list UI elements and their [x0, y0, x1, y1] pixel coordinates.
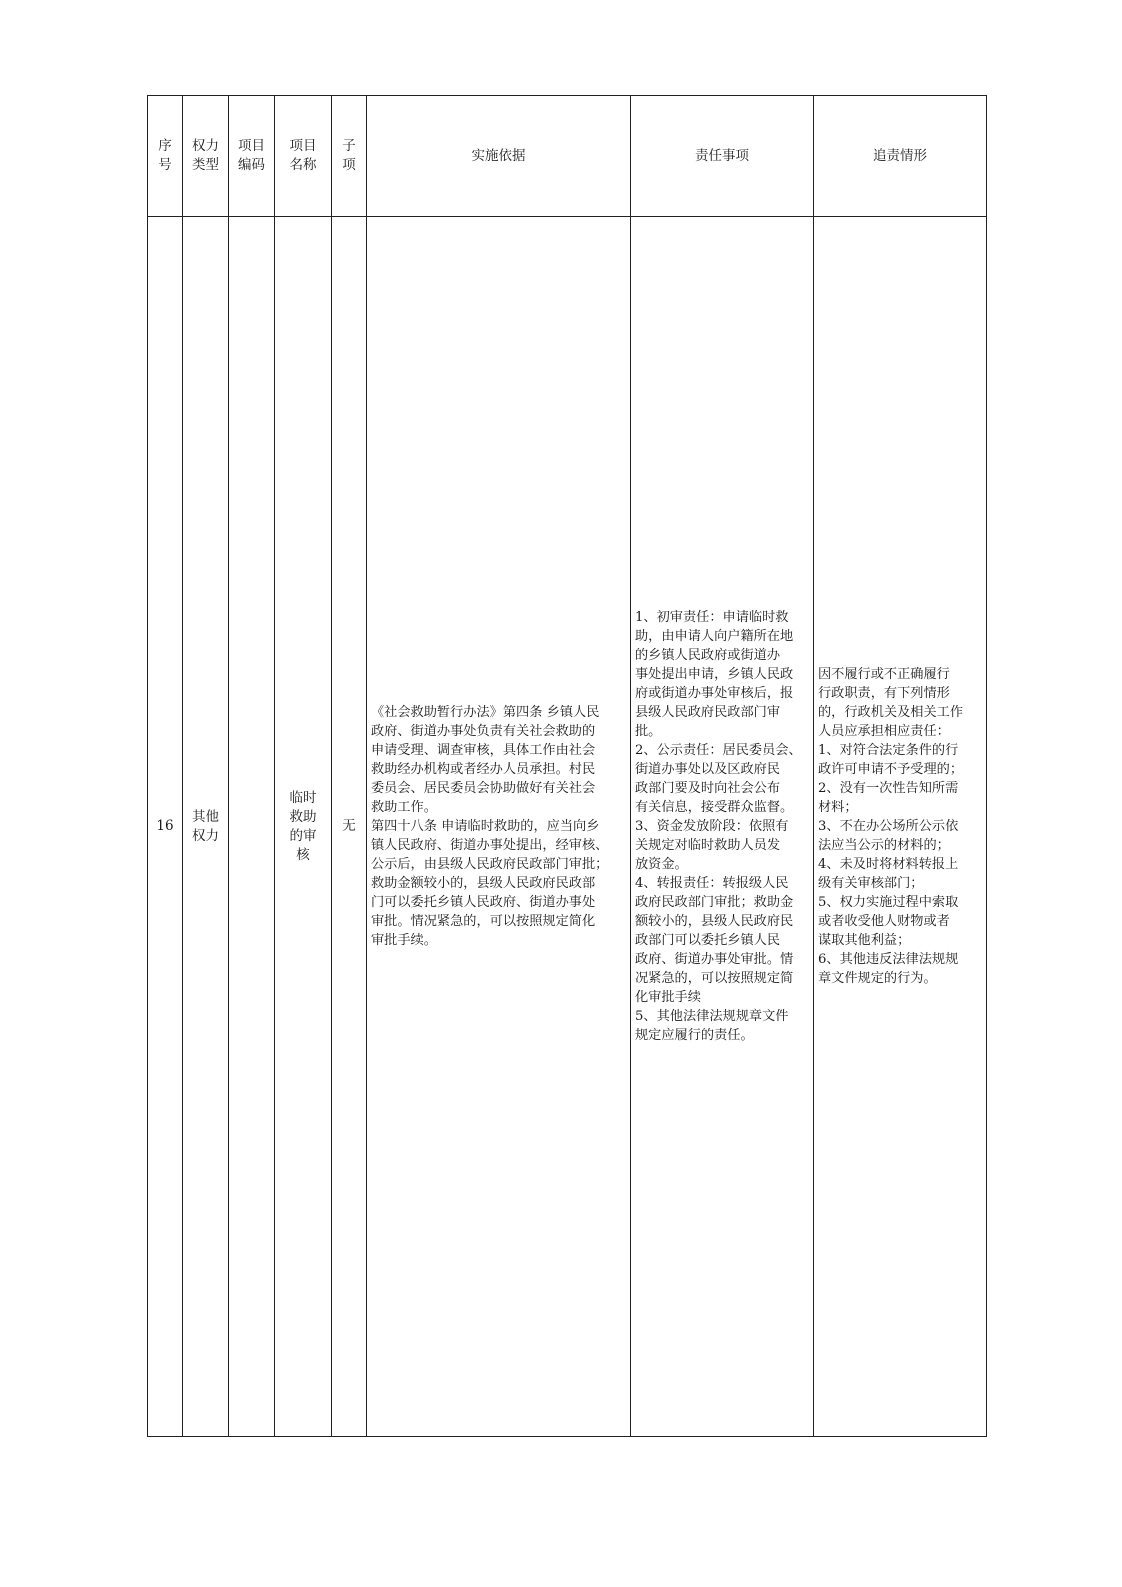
table-row [148, 217, 987, 1437]
header-item-name [275, 96, 332, 217]
cell-responsibility [631, 217, 814, 1437]
header-sub-item [332, 96, 367, 217]
header-item-code [229, 96, 275, 217]
header-seq-label: 序 号 [158, 138, 172, 173]
header-power-type [183, 96, 229, 217]
header-item-name-label: 项目 名称 [289, 138, 317, 173]
header-seq [148, 96, 183, 217]
cell-seq: 16 [148, 217, 183, 1437]
cell-power-type-text: 其他 权力 [192, 808, 219, 844]
cell-item-name-text: 临时 救助 的审 核 [289, 789, 317, 863]
cell-sub-item: 无 [332, 217, 367, 1437]
basis-text: 《社会救助暂行办法》第四条 乡镇人民 政府、街道办事处负责有关社会救助的 申请受理、调查审核，具体工作由社会 救助经办机构或者经办人员承担。村民 委员会、居民委员会协助做好有关社会 救助工作。 第四十八条 申请临时救助的，应当向乡 镇人民政府、街道办事处提出，经审核、 公示后，由县级人民政府民政部门审批； 救助金额较小的，县级人民政府民政部 门可以委托乡镇人民政府、街道办事处 审批。情况紧急的，可以按照规定简化 审批手续。 [371, 705, 609, 948]
header-basis: 实施依据 [367, 96, 631, 217]
table-header-row [148, 96, 987, 217]
accountability-text: 因不履行或不正确履行 行政职责，有下列情形 的，行政机关及相关工作 人员应承担相应责任： 1、对符合法定条件的行 政许可申请不予受理的； 2、没有一次性告知所需 材料； 3、不在办公场所公示依 法应当公示的材料的； 4、未及时将材料转报上 级有关审核部门； 5、权力实施过程中索取 或者收受他人财物或者 谋取其他利益； 6、其他违反法律法规规 章文件规定的行为。 [818, 667, 964, 986]
header-responsibility: 责任事项 [631, 96, 814, 217]
header-sub-item-label: 子 项 [342, 138, 356, 173]
power-list-table [147, 95, 987, 1437]
cell-item-name [275, 217, 332, 1437]
cell-basis [367, 217, 631, 1437]
header-power-type-label: 权力 类型 [192, 138, 219, 173]
header-item-code-label: 项目 编码 [238, 138, 265, 173]
responsibility-text: 1、初审责任：申请临时救 助，由申请人向户籍所在地 的乡镇人民政府或街道办 事处提出申请，乡镇人民政 府或街道办事处审核后，报 县级人民政府民政部门审 批。 2、公示责任：居民委员会、 街道办事处以及区政府民 政部门要及时向社会公布 有关信息，接受群众监督。 3、资金发放阶段：依照有 关规定对临时救助人员发 放资金。 4、转报责任：转报级人民 政府民政部门审批；救助金 额较小的，县级人民政府民 政部门可以委托乡镇人民 政府、街道办事处审批。情 况紧急的，可以按照规定简 化审批手续 5、其他法律法规规章文件 规定应履行的责任。 [635, 610, 802, 1043]
cell-power-type [183, 217, 229, 1437]
header-accountability: 追责情形 [814, 96, 987, 217]
document-page [147, 95, 986, 1437]
cell-accountability [814, 217, 987, 1437]
cell-item-code [229, 217, 275, 1437]
